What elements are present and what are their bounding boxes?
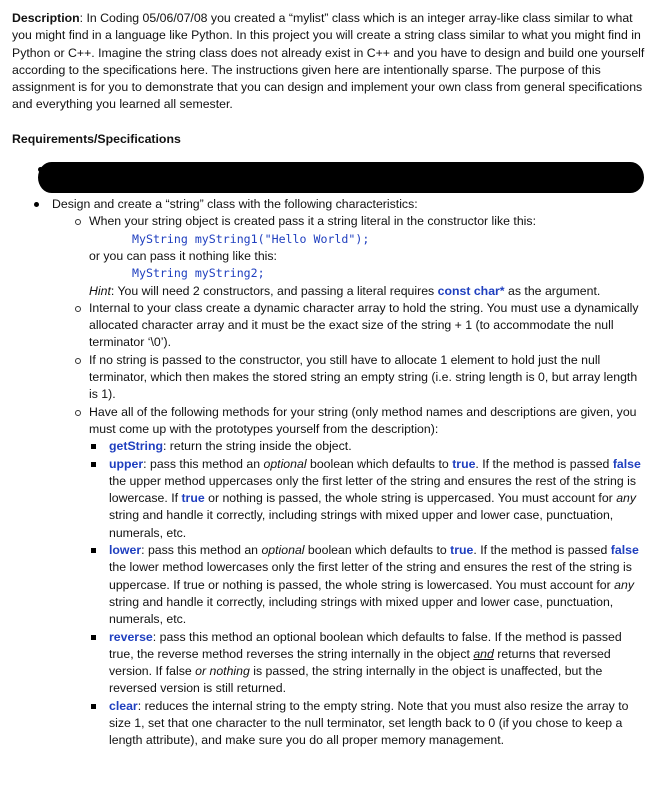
method-upper	[89, 456, 647, 542]
lower-kw-false: false	[610, 543, 639, 558]
bullet-marker	[34, 202, 39, 207]
lower-optional: optional	[261, 543, 305, 558]
upper-text1: : pass this method an	[143, 456, 264, 471]
upper-kw-false: false	[612, 456, 641, 471]
lower-any: any	[614, 577, 634, 592]
circle-bullet-marker	[75, 410, 81, 416]
upper-any: any	[616, 491, 637, 506]
square-bullet-marker	[91, 635, 96, 640]
methods-item	[52, 404, 647, 750]
reverse-and: and	[473, 646, 494, 661]
lower-text2: boolean which defaults to	[304, 543, 451, 558]
method-name-lower: lower	[109, 543, 142, 558]
method-getstring	[89, 438, 647, 455]
upper-text4: the upper method uppercases only the first letter of the string and ensures the rest of the string is lowercase. If	[109, 473, 637, 506]
method-name-getstring: getString	[109, 439, 163, 454]
square-bullet-marker	[91, 548, 96, 553]
method-name-clear: clear	[109, 698, 138, 713]
upper-kw-true2: true	[181, 491, 205, 506]
code-example-1: MyString myString1("Hello World");	[132, 231, 370, 246]
lower-text4: the lower method lowercases only the first letter of the string and ensures the rest of the string is uppercase. If true or nothing is passed, the whole string is lowercased. You must account for	[109, 560, 632, 592]
redaction-bar	[38, 162, 644, 193]
internal-array-text: Internal to your class create a dynamic character array to hold the string. You must use a dynamically allocated character array and it must be the exact size of the string + 1 (to accommodate the null terminator ‘\0’).	[89, 300, 639, 350]
method-lower	[89, 542, 647, 628]
hint-text-part2: as the argument.	[504, 283, 601, 298]
hint-label: Hint	[89, 283, 111, 298]
reverse-text3: is passed, the string internally in the object is unaffected, but the reversed version is still returned.	[109, 664, 603, 696]
square-bullet-marker	[91, 462, 96, 467]
internal-array-item	[52, 300, 647, 352]
hint-keyword: const char*	[437, 283, 505, 298]
no-string-text: If no string is passed to the constructor, you still have to allocate 1 element to hold just the null terminator, which then makes the stored string an empty string (i.e. string length is 0, but array length is 1).	[89, 352, 638, 402]
clear-text: : reduces the internal string to the empty string. Note that you must also resize the array to size 1, set that one character to the null terminator, set length back to 0 (if you chose to keep a length attribute), and make sure you do all proper memory management.	[109, 698, 629, 748]
upper-kw-true: true	[452, 456, 476, 471]
circle-bullet-marker	[75, 219, 81, 225]
upper-text3: . If the method is passed	[475, 456, 613, 471]
lower-kw-true: true	[450, 543, 474, 558]
hint-text	[89, 283, 647, 300]
main-item-text: Design and create a “string” class with the following characteristics:	[52, 197, 418, 212]
methods-intro-text: Have all of the following methods for your string (only method names and descriptions are given, you must come up with the prototypes yourself from the description):	[89, 404, 637, 436]
method-clear	[89, 698, 647, 750]
upper-text6: string and handle it correctly, including strings with mixed upper and lower case, punctuation, numerals, etc.	[109, 508, 614, 540]
reverse-text1: : pass this method an optional boolean which defaults to false. If the method is passed true, the reverse method reverses the string internally in the object	[109, 629, 622, 661]
no-string-item	[52, 352, 647, 404]
constructor-text1: When your string object is created pass it a string literal in the constructor like this:	[89, 214, 536, 229]
method-name-reverse: reverse	[109, 629, 153, 644]
method-name-upper: upper	[109, 456, 144, 471]
upper-text2: boolean which defaults to	[306, 456, 453, 471]
hint-text-part1: : You will need 2 constructors, and passing a literal requires	[110, 283, 438, 298]
reverse-text2: returns that reversed version. If false	[109, 646, 611, 679]
requirements-heading: Requirements/Specifications	[12, 131, 181, 146]
description-paragraph	[12, 10, 647, 114]
square-bullet-marker	[91, 704, 96, 709]
description-text: : In Coding 05/06/07/08 you created a “mylist” class which is an integer array-like class similar to what you might find in a language like Python. In this project you will create a string class similar to what you might find in Python or C++. Imagine the string class does not already exist in C++ and you have to design and build one yourself according to the specifications here. The instructions given here are intentionally sparse. The purpose of this assignment is for you to demonstrate that you can design and implement your own class from general specifications and everything you learned all semester.	[12, 11, 645, 112]
lower-text5: string and handle it correctly, including strings with mixed upper and lower case, punctuation, numerals, etc.	[109, 594, 614, 627]
upper-text5: or nothing is passed, the whole string is uppercased. You must account for	[204, 491, 617, 506]
square-bullet-marker	[91, 444, 96, 449]
method-reverse	[89, 629, 647, 698]
circle-bullet-marker	[75, 358, 81, 364]
redacted-bullet	[12, 154, 647, 194]
main-list-item	[12, 196, 647, 750]
constructor-text2: or you can pass it nothing like this:	[89, 248, 277, 263]
description-label: Description	[12, 11, 80, 25]
code-example-2: MyString myString2;	[132, 266, 265, 281]
lower-text1: : pass this method an	[141, 543, 262, 558]
lower-text3: . If the method is passed	[473, 543, 611, 558]
constructor-item	[52, 213, 647, 299]
upper-optional: optional	[263, 456, 307, 471]
circle-bullet-marker	[75, 306, 81, 312]
reverse-or-nothing: or nothing	[195, 664, 250, 679]
getstring-text: : return the string inside the object.	[162, 439, 352, 454]
